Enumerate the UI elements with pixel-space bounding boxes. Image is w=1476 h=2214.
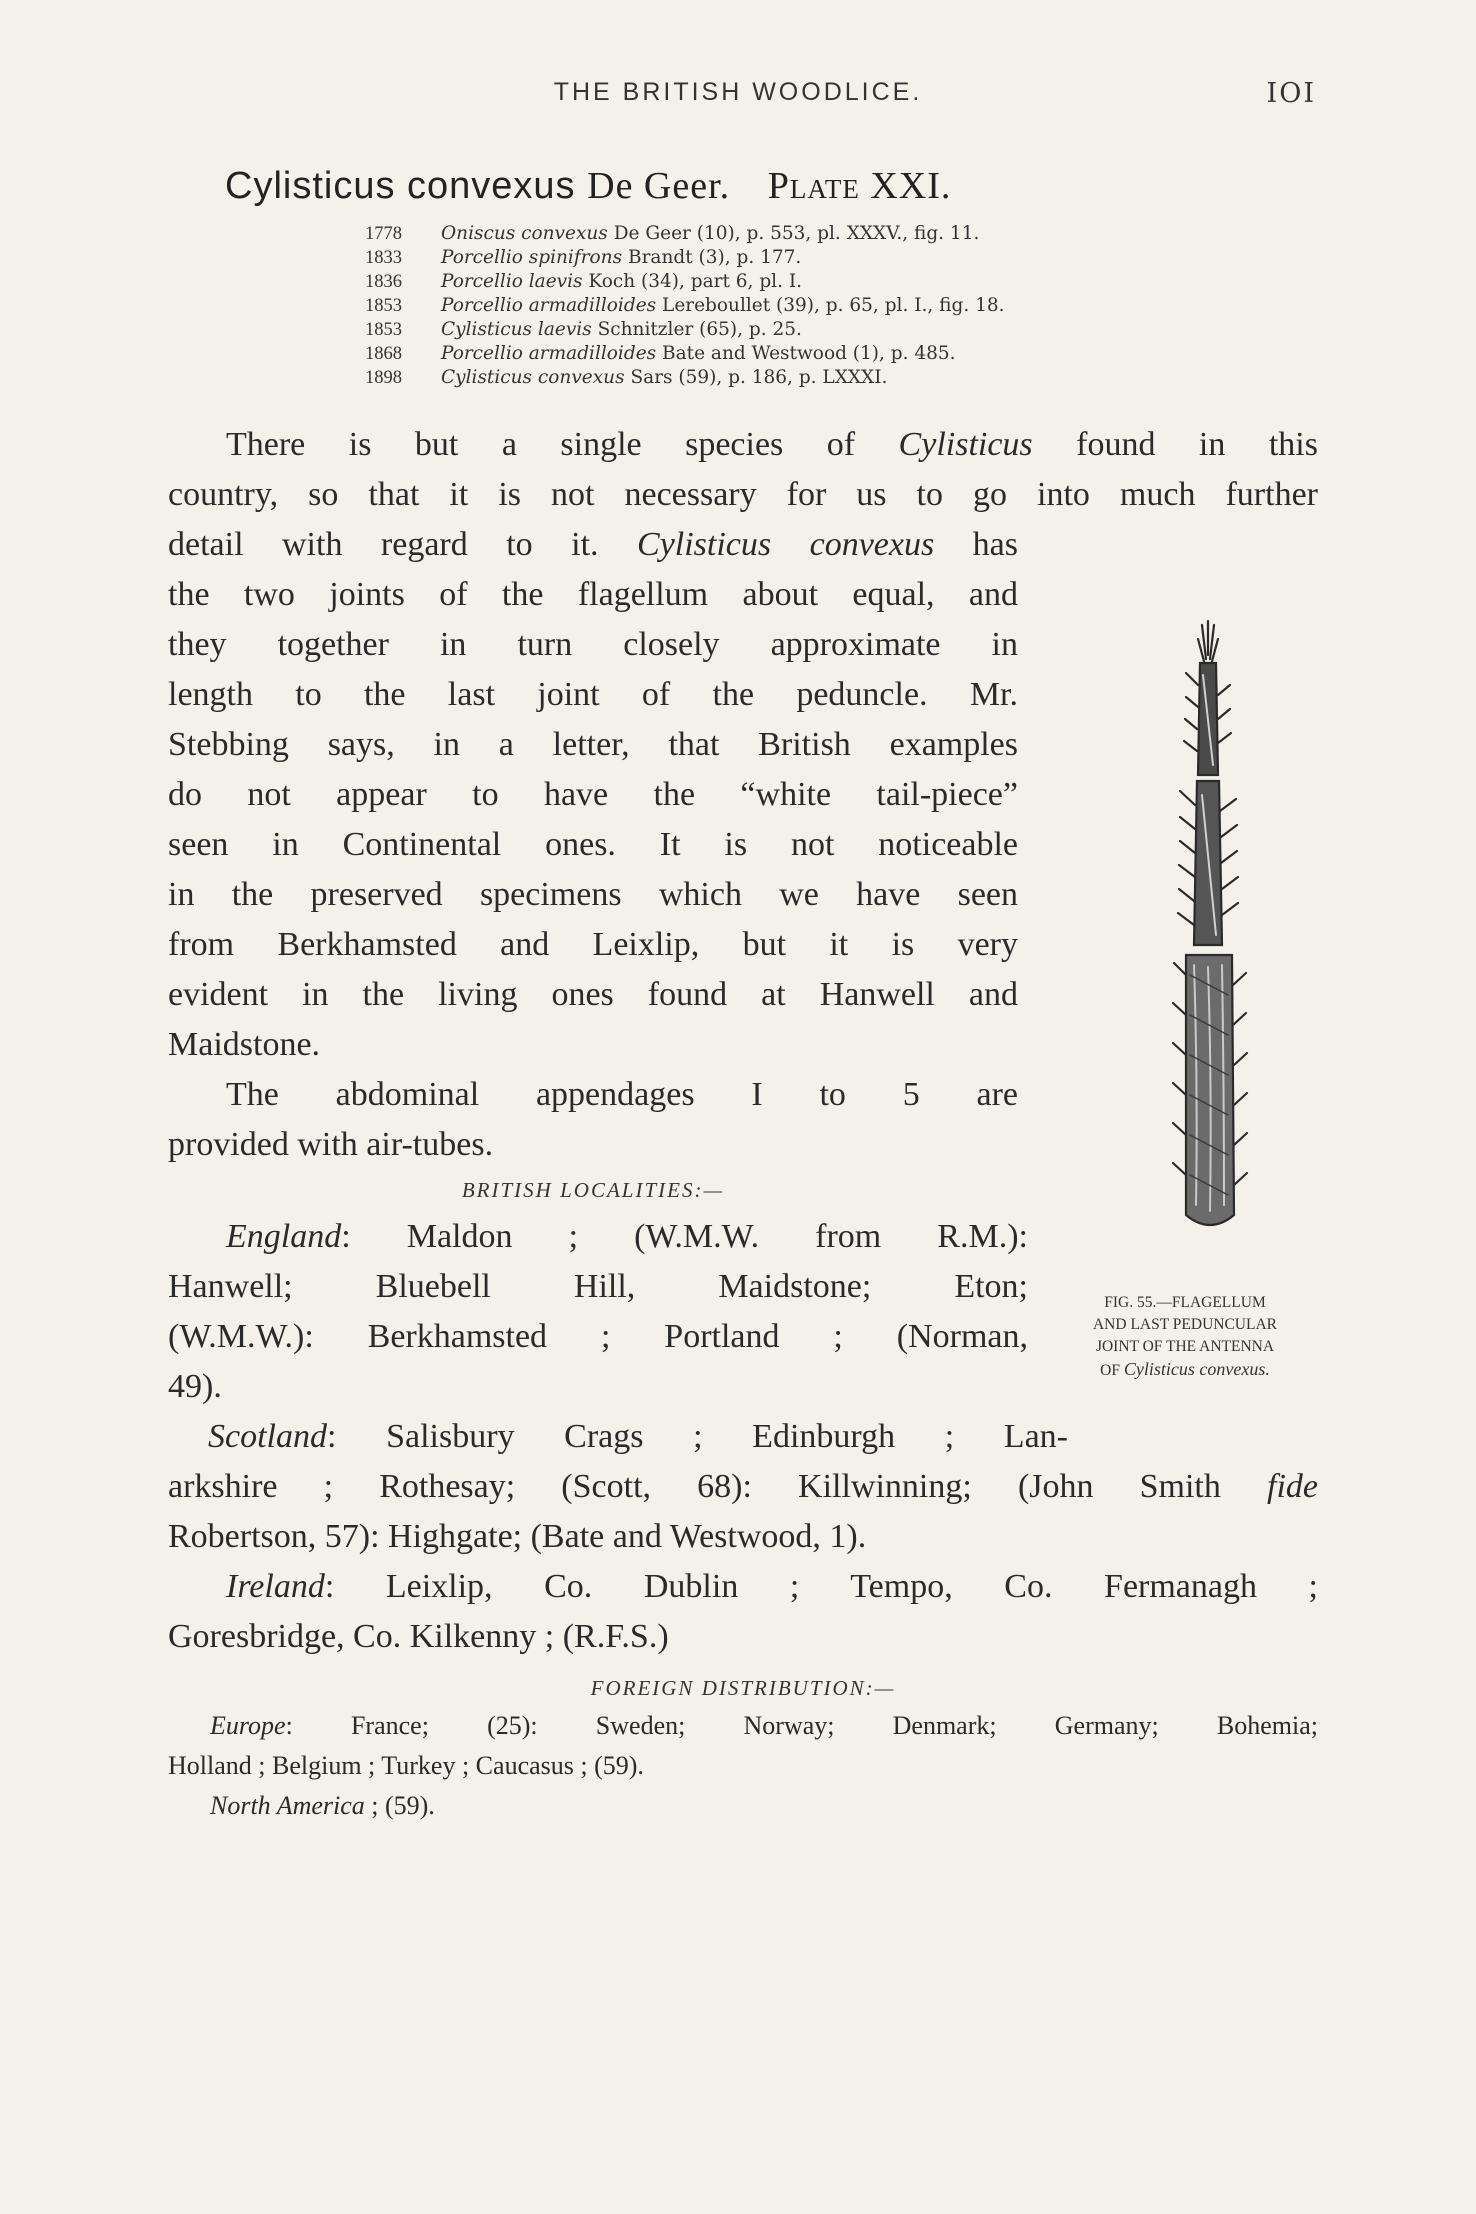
syn-ref: Schnitzler (65), p. 25. xyxy=(597,319,802,340)
syn-name: Cylisticus laevis xyxy=(441,319,592,340)
text-line: evident in the living ones found at Hanwell and xyxy=(168,976,1018,1013)
text-line: arkshire ; Rothesay; (Scott, 68): Killwinning; (John Smith fide xyxy=(168,1468,1318,1505)
syn-name: Porcellio armadilloides xyxy=(441,295,657,316)
syn-name: Porcellio armadilloides xyxy=(441,343,657,364)
foreign-distribution xyxy=(168,1706,1318,1826)
synonymy-row xyxy=(365,342,1265,366)
caption-line: FIG. 55.—FLAGELLUM xyxy=(1104,1294,1266,1311)
text-line: in the preserved specimens which we have seen xyxy=(168,876,1018,913)
text-line: length to the last joint of the peduncle. Mr. xyxy=(168,676,1018,713)
text-line: the two joints of the flagellum about equal, and xyxy=(168,576,1018,613)
text-line: (W.M.W.): Berkhamsted ; Portland ; (Norman, xyxy=(168,1318,1028,1355)
synonymy-row xyxy=(365,222,1265,246)
syn-name: Porcellio laevis xyxy=(441,271,583,292)
synonymy-row xyxy=(365,294,1265,318)
text-line: do not appear to have the “white tail-piece” xyxy=(168,776,1018,813)
england-localities xyxy=(168,1212,1028,1412)
text-line: Ireland: Leixlip, Co. Dublin ; Tempo, Co. Fermanagh ; xyxy=(226,1568,1318,1605)
text-line: North America ; (59). xyxy=(210,1791,435,1820)
antenna-illustration xyxy=(1150,615,1270,1245)
syn-year: 1853 xyxy=(365,296,402,316)
syn-ref: Brandt (3), p. 177. xyxy=(627,247,802,268)
synonymy-list xyxy=(365,222,1265,390)
running-head: THE BRITISH WOODLICE. xyxy=(553,78,923,106)
species-name: Cylisticus convexus xyxy=(225,165,576,207)
syn-year: 1836 xyxy=(365,272,402,292)
foreign-distribution-heading: FOREIGN DISTRIBUTION:— xyxy=(590,1676,896,1700)
syn-ref: Bate and Westwood (1), p. 485. xyxy=(662,343,956,364)
text-line: Holland ; Belgium ; Turkey ; Caucasus ; (59). xyxy=(168,1751,644,1780)
text-line: Hanwell; Bluebell Hill, Maidstone; Eton; xyxy=(168,1268,1028,1305)
syn-ref: Sars (59), p. 186, p. LXXXI. xyxy=(630,367,888,388)
syn-name: Oniscus convexus xyxy=(441,223,608,244)
synonymy-row xyxy=(365,246,1265,270)
text-line: seen in Continental ones. It is not noticeable xyxy=(168,826,1018,863)
plate-reference: Plate XXI. xyxy=(767,165,952,207)
text-line: detail with regard to it. Cylisticus convexus has xyxy=(168,526,1019,563)
syn-name: Cylisticus convexus xyxy=(441,367,625,388)
ireland-localities xyxy=(168,1562,1318,1662)
british-localities-heading: BRITISH LOCALITIES:— xyxy=(461,1178,725,1202)
description-paragraph-narrow xyxy=(168,520,1018,1170)
text-line: Europe: France; (25): Sweden; Norway; Denmark; Germany; Bohemia; xyxy=(210,1711,1318,1740)
antenna-figure xyxy=(1150,615,1270,1245)
text-line: There is but a single species of Cylisticus found in this xyxy=(226,426,1318,463)
text-line: Maidstone. xyxy=(168,1026,321,1063)
figure-caption xyxy=(1040,1292,1330,1382)
text-line: from Berkhamsted and Leixlip, but it is very xyxy=(168,926,1018,963)
description-paragraph xyxy=(168,420,1318,520)
synonymy-row xyxy=(365,270,1265,294)
species-title xyxy=(225,164,951,208)
text-line: Goresbridge, Co. Kilkenny ; (R.F.S.) xyxy=(168,1618,669,1655)
text-line: England: Maldon ; (W.M.W. from R.M.): xyxy=(226,1218,1028,1255)
syn-ref: Lereboullet (39), p. 65, pl. I., fig. 18. xyxy=(662,295,1005,316)
syn-ref: De Geer (10), p. 553, pl. XXXV., fig. 11. xyxy=(613,223,980,244)
text-line: Stebbing says, in a letter, that British examples xyxy=(168,726,1018,763)
syn-year: 1853 xyxy=(365,320,402,340)
caption-line: OF Cylisticus convexus. xyxy=(1100,1359,1270,1379)
syn-year: 1868 xyxy=(365,344,402,364)
text-line: The abdominal appendages I to 5 are xyxy=(226,1076,1018,1113)
syn-year: 1898 xyxy=(365,368,402,388)
syn-ref: Koch (34), part 6, pl. I. xyxy=(588,271,803,292)
text-line: provided with air-tubes. xyxy=(168,1126,494,1163)
caption-line: JOINT OF THE ANTENNA xyxy=(1095,1338,1275,1355)
syn-year: 1778 xyxy=(365,224,402,244)
scotland-localities xyxy=(168,1412,1318,1562)
page-number: IOI xyxy=(1266,78,1316,109)
text-line: Robertson, 57): Highgate; (Bate and Westwood, 1). xyxy=(168,1518,867,1555)
text-line: country, so that it is not necessary for us to go into much further xyxy=(168,476,1318,513)
text-line: Scotland: Salisbury Crags ; Edinburgh ; Lan- xyxy=(208,1418,1068,1455)
syn-year: 1833 xyxy=(365,248,402,268)
caption-line: AND LAST PEDUNCULAR xyxy=(1092,1316,1277,1333)
synonymy-row xyxy=(365,318,1265,342)
text-line: they together in turn closely approximate in xyxy=(168,626,1018,663)
synonymy-row xyxy=(365,366,1265,390)
species-author: De Geer. xyxy=(587,165,731,207)
text-line: 49). xyxy=(168,1368,222,1405)
syn-name: Porcellio spinifrons xyxy=(441,247,623,268)
